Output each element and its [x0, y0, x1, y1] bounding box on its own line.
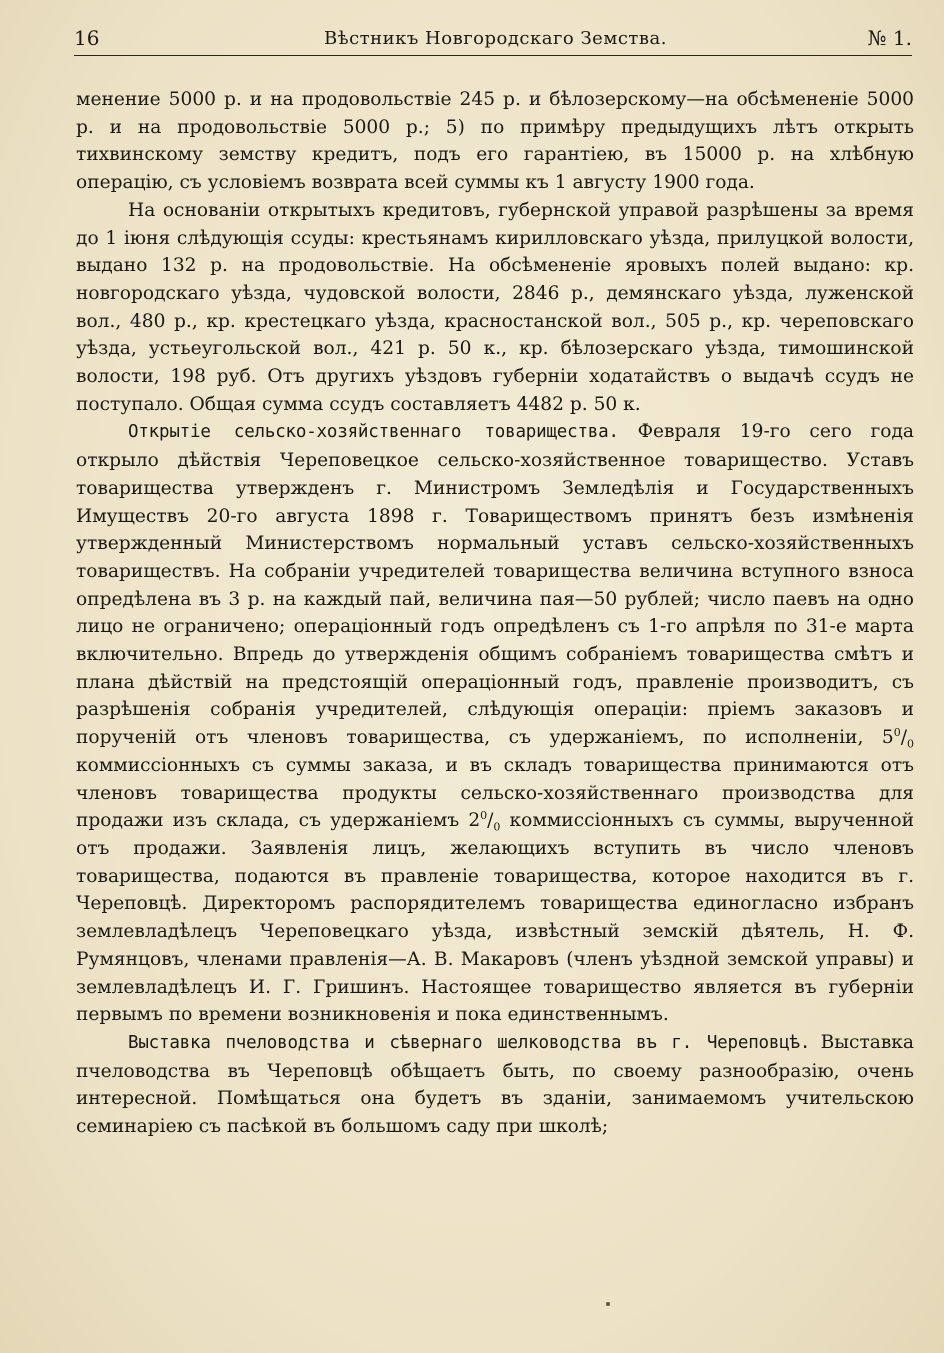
header-rule — [74, 55, 912, 56]
percent-slash: / — [900, 727, 907, 749]
paragraph-exhibition — [76, 1029, 914, 1141]
percent-sub: 0 — [907, 737, 914, 751]
running-header — [74, 26, 912, 56]
paragraph-text-part: коммиссіонныхъ съ суммы заказа, и въ складъ товарищества принимаются отъ членовъ товарищества продукты сельско-хозяйственнаго производства для продажи изъ склада, съ удержаніемъ 2 — [76, 754, 914, 832]
journal-title: Вѣстникъ Новгородскаго Земства. — [324, 28, 667, 49]
article-body — [76, 86, 914, 1141]
percent-sup: 0 — [480, 809, 488, 823]
percent-sup: 0 — [893, 725, 901, 739]
percent-sub: 0 — [493, 821, 501, 834]
section-heading-exhibition: Выставка пчеловодства и сѣвернаго шелководства въ г. Череповцѣ. — [128, 1032, 811, 1053]
paragraph-text-part: коммиссіонныхъ съ суммы, вырученной отъ продажи. Заявленія лицъ, желающихъ вступить въ число членовъ товарищества, подаются въ правленіе товарищества, которое находится въ г. Череповцѣ. Директоромъ распорядителемъ товарищества единогласно избранъ землевладѣлецъ Череповецкаго уѣзда, извѣстный земскій дѣятель, Н. Ф. Румянцовъ, членами правленія—А. В. Макаровъ (членъ уѣздной земской управы) и землевладѣлецъ И. Г. Гришинъ. Настоящее товарищество является въ губерніи первымъ по времени возникновенія и пока единственнымъ. — [76, 810, 914, 1026]
page-number: 16 — [74, 26, 100, 50]
section-heading-cooperative: Открытіе сельско-хозяйственнаго товарищества. — [128, 422, 619, 443]
paragraph-text-part: Февраля 19-го сего года открыло дѣйствія Череповецкое сельско-хозяйственное товарищество. Уставъ товарищества утвержденъ г. Министромъ Земледѣлія и Государственныхъ Имуществъ 20-го августа 1898 г. Товариществомъ принятъ безъ измѣненія утвержденный Министерствомъ нормальный уставъ сельско-хозяйственныхъ товариществъ. На собраніи учредителей товарищества величина вступного взноса опредѣлена въ 3 р. на каждый пай, величина пая—50 рублей; число паевъ на одно лицо не ограничено; операціонный годъ опредѣленъ съ 1-го апрѣля по 31-е марта включительно. Впредь до утвержденія общимъ собраніемъ товарищества смѣтъ и плана дѣйствій на предстоящій операціонный годъ, правленіе производитъ, съ разрѣшенія собранія учредителей, слѣдующія операціи: пріемъ заказовъ и порученій отъ членовъ товарищества, съ удержаніемъ, по исполненіи, 5 — [76, 421, 915, 749]
paragraph-loans: На основаніи открытыхъ кредитовъ, губернской управой разрѣшены за время до 1 іюня слѣдующія ссуды: крестьянамъ кирилловскаго уѣзда, прилуцкой волости, выдано 132 р. на продовольствіе. На обсѣмененіе яровыхъ полей выдано: кр. новгородскаго уѣзда, чудовской волости, 2846 р., демянскаго уѣзда, луженской вол., 480 р., кр. крестецкаго уѣзда, красностанской вол., 505 р., кр. череповскаго уѣзда, устьеугольской вол., 421 р. 50 к., кр. бѣлозерскаго уѣзда, тимошинской волости, 198 руб. Отъ другихъ уѣздовъ губерніи ходатайствъ о выдачѣ ссудъ не поступало. Общая сумма ссудъ составляетъ 4482 р. 50 к. — [76, 199, 914, 415]
paragraph-cooperative — [76, 418, 914, 1028]
percent-slash: / — [487, 810, 494, 832]
print-speck — [606, 1302, 610, 1306]
paragraph-continuation: менение 5000 р. и на продовольствіе 245 р. и бѣлозерскому—на обсѣмененіе 5000 р. и на продовольствіе 5000 р.; 5) по примѣру предыдущихъ лѣтъ открыть тихвинскому земству кредитъ, подъ его гарантіею, въ 15000 р. на хлѣбную операцію, съ условіемъ возврата всей суммы къ 1 августу 1900 года. — [76, 89, 914, 194]
issue-number: № 1. — [867, 26, 912, 50]
paragraph-text-part: Выставка пчеловодства въ Череповцѣ обѣщаетъ быть, по своему разнообразію, очень интересной. Помѣщаться она будетъ въ зданіи, занимаемомъ учительскою семинаріею съ пасѣкой въ большомъ саду при школѣ; — [76, 1031, 914, 1138]
